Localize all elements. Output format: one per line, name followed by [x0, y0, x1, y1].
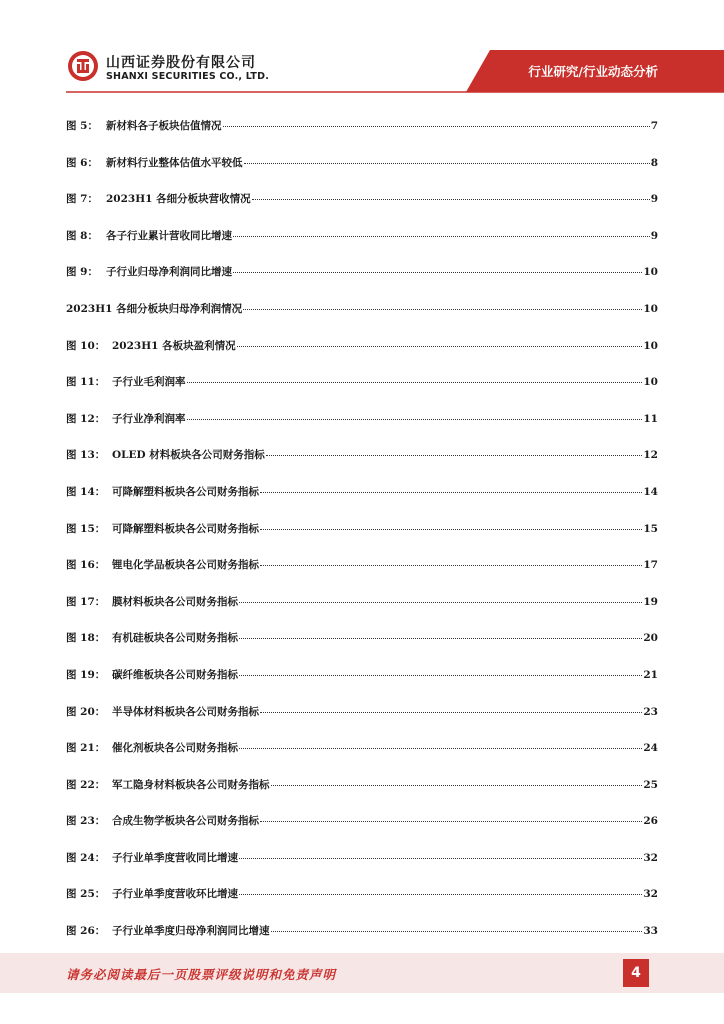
toc-entry-title: 催化剂板块各公司财务指标 — [112, 742, 238, 755]
toc-entry-title: 半导体材料板块各公司财务指标 — [112, 705, 259, 718]
toc-entry[interactable] — [66, 228, 658, 265]
toc-entry[interactable] — [66, 411, 658, 448]
toc-entry[interactable] — [66, 557, 658, 594]
toc-leader-dots — [252, 198, 650, 200]
toc-leader-dots — [239, 637, 642, 639]
toc-leader-dots — [260, 528, 642, 530]
toc-entry-page: 32 — [643, 888, 658, 901]
toc-entry[interactable] — [66, 813, 658, 850]
toc-entry-page: 9 — [650, 193, 658, 206]
toc-entry-number: 图 7： — [66, 193, 98, 206]
toc-leader-dots — [223, 125, 650, 127]
toc-entry[interactable] — [66, 374, 658, 411]
toc-leader-dots — [239, 893, 642, 895]
toc-leader-dots — [271, 930, 643, 932]
toc-entry-title: 可降解塑料板块各公司财务指标 — [112, 522, 259, 535]
toc-entry-page: 32 — [643, 851, 658, 864]
toc-entry[interactable] — [66, 484, 658, 521]
toc-entry[interactable] — [66, 740, 658, 777]
toc-leader-dots — [271, 784, 643, 786]
toc-entry-page: 10 — [643, 266, 658, 279]
toc-entry-title: 有机硅板块各公司财务指标 — [112, 632, 238, 645]
page-header — [0, 0, 724, 100]
page-footer — [0, 953, 724, 993]
toc-entry-number: 图 17： — [66, 595, 106, 608]
toc-entry-page: 12 — [643, 449, 658, 462]
toc-entry-number: 图 22： — [66, 778, 106, 791]
toc-entry-page: 10 — [643, 376, 658, 389]
toc-entry-page: 17 — [643, 559, 658, 572]
toc-leader-dots — [233, 271, 642, 273]
toc-entry-title: 子行业单季度营收同比增速 — [112, 851, 238, 864]
toc-entry-number: 图 19： — [66, 668, 106, 681]
toc-leader-dots — [243, 308, 642, 310]
toc-entry-page: 9 — [650, 229, 658, 242]
toc-leader-dots — [239, 857, 642, 859]
toc-entry-number: 图 23： — [66, 815, 106, 828]
toc-entry-number: 图 11： — [66, 376, 106, 389]
toc-entry-title: 可降解塑料板块各公司财务指标 — [112, 485, 259, 498]
toc-leader-dots — [239, 747, 642, 749]
toc-entry-page: 11 — [643, 412, 658, 425]
toc-entry[interactable] — [66, 301, 658, 338]
toc-entry-title: 子行业单季度归母净利润同比增速 — [112, 925, 270, 938]
toc-leader-dots — [187, 418, 643, 420]
toc-leader-dots — [239, 601, 642, 603]
toc-entry-title: 锂电化学品板块各公司财务指标 — [112, 559, 259, 572]
toc-entry-page: 25 — [643, 778, 658, 791]
disclaimer-text: 请务必阅读最后一页股票评级说明和免责声明 — [66, 967, 337, 982]
toc-entry-title: 新材料各子板块估值情况 — [106, 120, 222, 132]
toc-leader-dots — [233, 235, 650, 237]
toc-entry-page: 15 — [643, 522, 658, 535]
toc-entry-number: 图 24： — [66, 851, 106, 864]
toc-entry[interactable] — [66, 338, 658, 375]
toc-entry-page: 23 — [643, 705, 658, 718]
toc-entry-page: 21 — [643, 668, 658, 681]
company-logo-icon — [67, 50, 99, 82]
toc-entry-title: 合成生物学板块各公司财务指标 — [112, 815, 259, 828]
toc-entry-number: 图 5： — [66, 120, 98, 132]
toc-entry[interactable] — [66, 594, 658, 631]
toc-entry-page: 10 — [643, 302, 658, 315]
toc-leader-dots — [266, 454, 643, 456]
toc-entry[interactable] — [66, 704, 658, 741]
toc-entry-number: 图 26： — [66, 925, 106, 938]
toc-entry-number: 图 15： — [66, 522, 106, 535]
toc-leader-dots — [237, 345, 643, 347]
toc-entry-page: 14 — [643, 485, 658, 498]
toc-entry-number: 图 20： — [66, 705, 106, 718]
figure-list — [66, 118, 658, 960]
toc-entry-page: 7 — [650, 120, 658, 132]
toc-entry-page: 24 — [643, 742, 658, 755]
toc-entry-title: 碳纤维板块各公司财务指标 — [112, 668, 238, 681]
toc-leader-dots — [244, 162, 650, 164]
toc-entry-number: 图 16： — [66, 559, 106, 572]
toc-leader-dots — [260, 564, 642, 566]
toc-entry-number: 图 18： — [66, 632, 106, 645]
toc-entry[interactable] — [66, 118, 658, 155]
toc-entry-number: 图 12： — [66, 412, 106, 425]
page-number: 4 — [623, 959, 649, 987]
toc-entry-page: 19 — [643, 595, 658, 608]
toc-entry-page: 33 — [643, 925, 658, 938]
toc-entry[interactable] — [66, 667, 658, 704]
toc-entry[interactable] — [66, 630, 658, 667]
toc-entry-number: 图 10： — [66, 339, 106, 352]
toc-entry[interactable] — [66, 264, 658, 301]
toc-entry-page: 10 — [643, 339, 658, 352]
toc-entry-number: 图 6： — [66, 156, 98, 169]
toc-entry[interactable] — [66, 155, 658, 192]
toc-entry-title: 2023H1 各细分板块归母净利润情况 — [66, 302, 243, 315]
toc-entry-title: 子行业净利润率 — [112, 412, 186, 425]
header-band — [0, 0, 724, 100]
company-name-en: SHANXI SECURITIES CO., LTD. — [106, 71, 270, 82]
toc-entry[interactable] — [66, 191, 658, 228]
toc-leader-dots — [187, 381, 643, 383]
toc-entry[interactable] — [66, 850, 658, 887]
toc-entry-number: 图 14： — [66, 485, 106, 498]
toc-entry-title: 子行业归母净利润同比增速 — [106, 266, 232, 279]
toc-entry[interactable] — [66, 447, 658, 484]
toc-leader-dots — [260, 491, 642, 493]
toc-leader-dots — [260, 711, 642, 713]
toc-entry-page: 26 — [643, 815, 658, 828]
toc-entry-title: 新材料行业整体估值水平较低 — [106, 156, 243, 169]
toc-entry-number: 图 8： — [66, 229, 98, 242]
toc-entry-title: 各子行业累计营收同比增速 — [106, 229, 232, 242]
company-name-cn: 山西证券股份有限公司 — [106, 55, 256, 71]
toc-entry-number: 图 13： — [66, 449, 106, 462]
toc-entry-title: 2023H1 各细分板块营收情况 — [106, 193, 251, 206]
toc-entry-page: 20 — [643, 632, 658, 645]
toc-leader-dots — [260, 820, 642, 822]
toc-entry-title: 膜材料板块各公司财务指标 — [112, 595, 238, 608]
toc-entry-number: 图 25： — [66, 888, 106, 901]
toc-entry-number: 图 21： — [66, 742, 106, 755]
toc-entry-title: 军工隐身材料板块各公司财务指标 — [112, 778, 270, 791]
toc-entry-page: 8 — [650, 156, 658, 169]
toc-entry[interactable] — [66, 777, 658, 814]
toc-entry-title: 子行业毛利润率 — [112, 376, 186, 389]
toc-entry-title: 子行业单季度营收环比增速 — [112, 888, 238, 901]
toc-entry[interactable] — [66, 886, 658, 923]
toc-entry-title: OLED 材料板块各公司财务指标 — [112, 449, 265, 462]
toc-entry[interactable] — [66, 521, 658, 558]
report-type-label: 行业研究/行业动态分析 — [528, 64, 658, 79]
toc-leader-dots — [239, 674, 642, 676]
toc-entry-number: 图 9： — [66, 266, 98, 279]
toc-entry-title: 2023H1 各板块盈利情况 — [112, 339, 236, 352]
